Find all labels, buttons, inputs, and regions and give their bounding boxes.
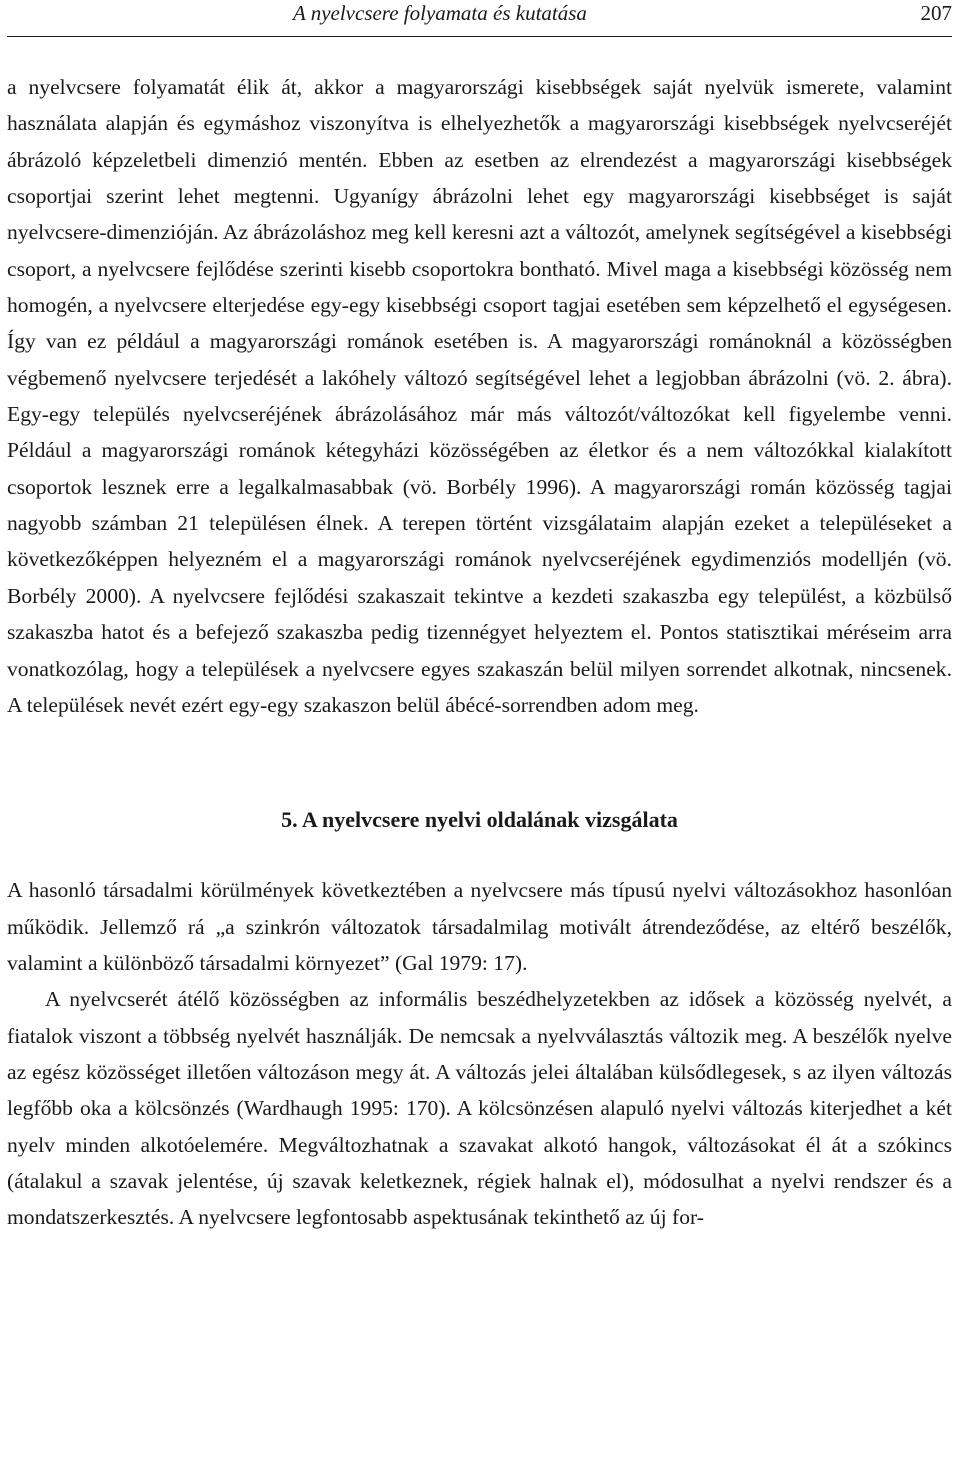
page-number: 207: [920, 1, 952, 25]
section-heading: 5. A nyelvcsere nyelvi oldalának vizsgálata: [281, 807, 678, 833]
document-page: [7, 0, 952, 1236]
section-paragraph: A hasonló társadalmi körülmények következtében a nyelvcsere más típusú nyelvi változásokhoz hasonlóan működik. Jellemző rá „a szinkrón változatok társadalmilag motivált átrendeződése, az eltérő beszélők, valamint a különböző társadalmi környezet” (Gal 1979: 17).: [7, 878, 952, 975]
running-header: [7, 0, 952, 37]
running-title: A nyelvcsere folyamata és kutatása: [293, 1, 587, 25]
section-paragraph: A nyelvcserét átélő közösségben az informális beszédhelyzetekben az idősek a közösség nyelvét, a fiatalok viszont a többség nyelvét használják. De nemcsak a nyelvválasztás változik meg. A beszélők nyelve az egész közösséget illetően változáson megy át. A változás jelei általában külsődlegesek, s az ilyen változás legfőbb oka a kölcsönzés (Wardhaugh 1995: 170). A kölcsönzésen alapuló nyelvi változás kiterjedhet a két nyelv minden alkotóelemére. Megváltozhatnak a szavakat alkotó hangok, változásokat él át a szókincs (átalakul a szavak jelentése, új szavak keletkeznek, régiek halnak el), módosulhat a nyelvi rendszer és a mondatszerkesztés. A nyelvcsere legfontosabb aspektusának tekinthető az új for-: [7, 987, 952, 1230]
paragraph: a nyelvcsere folyamatát élik át, akkor a magyarországi kisebbségek saját nyelvük ismerete, valamint használata alapján és egymáshoz viszonyítva is elhelyezhetők a magyarországi kisebbségek nyelvcseréjét ábrázoló képzeletbeli dimenzió mentén. Ebben az esetben az elrendezést a magyarországi kisebbségek csoportjai szerint lehet megtenni. Ugyanígy ábrázolni lehet egy magyarországi kisebbséget is saját nyelvcsere-dimenzióján. Az ábrázoláshoz meg kell keresni azt a változót, amelynek segítségével a kisebbségi csoport, a nyelvcsere fejlődése szerinti kisebb csoportokra bontható. Mivel maga a kisebbségi közösség nem homogén, a nyelvcsere elterjedése egy-egy kisebbségi csoport tagjai esetében sem képzelhető el egységesen. Így van ez például a magyarországi románok esetében is. A magyarországi románoknál a közösségben végbemenő nyelvcsere terjedését a lakóhely változó segítségével lehet a legjobban ábrázolni (vö. 2. ábra). Egy-egy település nyelvcseréjének ábrázolásához már más változót/változókat kell figyelembe venni. Például a magyarországi románok kétegyházi közösségében az életkor és a nem változókkal kialakított csoportok lesznek erre a legalkalmasabbak (vö. Borbély 1996). A magyarországi román közösség tagjai nagyobb számban 21 településen élnek. A terepen történt vizsgálataim alapján ezeket a településeket a következőképpen helyezném el a magyarországi románok nyelvcseréjének egydimenziós modelljén (vö. Borbély 2000). A nyelvcsere fejlődési szakaszait tekintve a kezdeti szakaszba egy települést, a közbülső szakaszba hatot és a befejező szakaszba pedig tizennégyet helyeztem el. Pontos statisztikai méréseim arra vonatkozólag, hogy a települések a nyelvcsere egyes szakaszán belül milyen sorrendet alkotnak, nincsenek. A települések nevét ezért egy-egy szakaszon belül ábécé-sorrendben adom meg.: [7, 75, 952, 717]
body-text: [7, 69, 952, 1236]
